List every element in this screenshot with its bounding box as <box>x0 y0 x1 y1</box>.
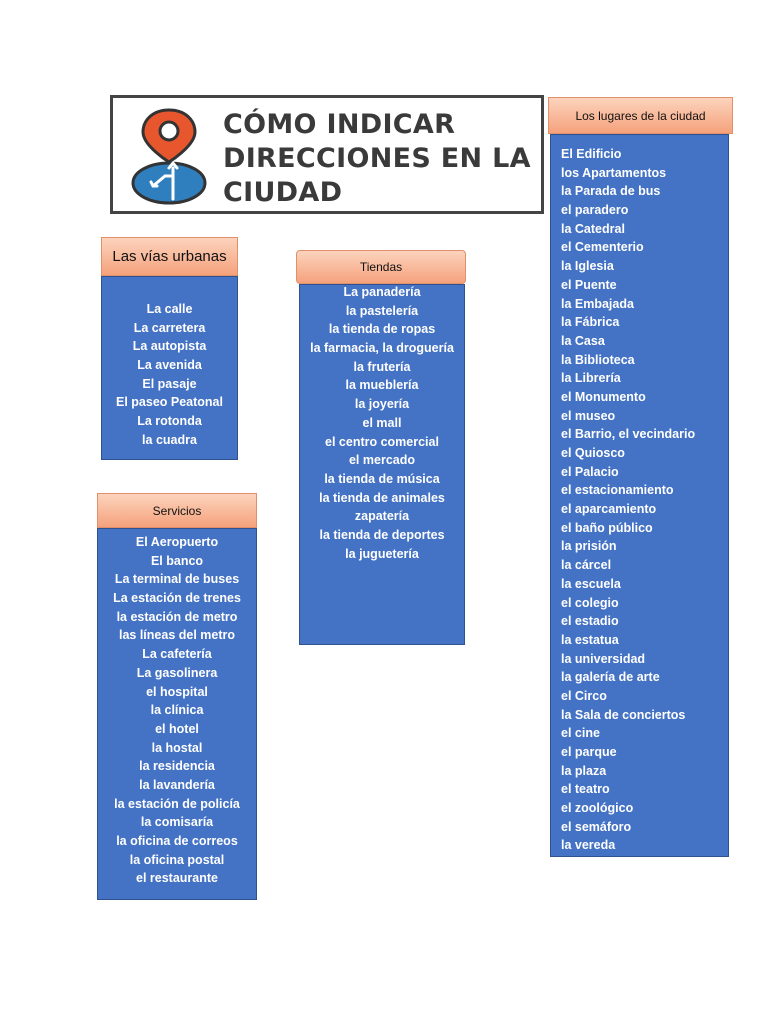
list-item: la escuela <box>561 576 621 591</box>
list-item: el semáforo <box>561 819 632 834</box>
tiendas-panel <box>299 284 465 645</box>
vias-header: Las vías urbanas <box>101 237 238 276</box>
list-item: la oficina de correos <box>116 834 238 848</box>
list-item: La carretera <box>133 320 206 335</box>
servicios-header: Servicios <box>97 493 257 528</box>
list-item: el Cementerio <box>561 240 644 255</box>
list-item: los Apartamentos <box>561 165 667 180</box>
list-item: La avenida <box>137 358 202 373</box>
list-item: La estación de trenes <box>113 591 241 606</box>
lugares-header: Los lugares de la ciudad <box>548 97 733 134</box>
list-item: el Puente <box>561 277 617 292</box>
list-item: el cine <box>561 726 600 741</box>
servicios-panel <box>97 528 257 900</box>
list-item: La gasolinera <box>136 665 218 680</box>
list-item: el Monumento <box>561 389 646 404</box>
list-item: el Palacio <box>561 464 619 479</box>
logo-icon <box>129 106 209 206</box>
vias-panel <box>101 276 238 460</box>
servicios-list <box>98 533 256 888</box>
list-item: la tienda de deportes <box>319 527 445 542</box>
title-banner <box>110 95 544 214</box>
list-item: La rotonda <box>137 414 202 429</box>
list-item: la residencia <box>139 759 215 774</box>
list-item: la Librería <box>561 371 621 386</box>
list-item: la tienda de animales <box>319 490 445 505</box>
list-item: la estación de metro <box>116 609 238 624</box>
list-item: el centro comercial <box>325 434 439 449</box>
list-item: la hostal <box>151 740 203 755</box>
vias-list <box>102 300 237 450</box>
list-item: la Embajada <box>561 296 634 311</box>
list-item: El Aeropuerto <box>135 535 219 549</box>
page-title: CÓMO INDICAR DIRECCIONES EN LA CIUDAD <box>223 109 531 208</box>
list-item: el estacionamiento <box>561 483 674 498</box>
list-item: la comisaría <box>140 815 214 830</box>
list-item: la tienda de música <box>324 471 440 486</box>
location-pin-icon <box>143 110 195 162</box>
list-item: el parque <box>561 745 617 759</box>
list-item: El banco <box>150 553 204 568</box>
list-item: la universidad <box>561 651 646 666</box>
list-item: El Edificio <box>561 147 622 161</box>
list-item: la estación de policía <box>114 796 240 811</box>
list-item: la joyería <box>354 397 410 412</box>
list-item: la Catedral <box>561 221 625 236</box>
list-item: la Fábrica <box>561 315 620 330</box>
list-item: la Biblioteca <box>561 352 635 367</box>
list-item: la clínica <box>150 703 204 718</box>
list-item: el Barrio, el vecindario <box>561 427 696 442</box>
list-item: la cárcel <box>561 558 612 573</box>
direction-sign-icon <box>133 163 205 203</box>
list-item: la prisión <box>561 539 617 554</box>
list-item: la galería de arte <box>561 670 660 685</box>
lugares-panel <box>550 134 729 857</box>
list-item: el mall <box>362 415 402 430</box>
list-item: la pastelería <box>345 303 419 318</box>
list-item: La cafetería <box>142 647 212 662</box>
list-item: la tienda de ropas <box>328 322 436 337</box>
list-item: la juguetería <box>345 546 419 561</box>
list-item: la Parada de bus <box>561 184 661 199</box>
list-item: la vereda <box>561 838 616 853</box>
list-item: La panadería <box>343 285 421 299</box>
list-item: la oficina postal <box>129 852 225 867</box>
list-item: el restaurante <box>136 871 218 886</box>
list-item: la lavandería <box>139 777 215 792</box>
list-item: el paradero <box>561 203 629 218</box>
list-item: el aparcamiento <box>561 502 657 517</box>
list-item: El pasaje <box>142 376 197 391</box>
list-item: la Sala de conciertos <box>561 707 686 722</box>
list-item: la mueblería <box>345 378 419 393</box>
list-item: zapatería <box>354 509 410 524</box>
list-item: la Iglesia <box>561 259 614 274</box>
list-item: el mercado <box>348 453 415 468</box>
list-item: la estatua <box>561 632 619 647</box>
list-item: las líneas del metro <box>118 628 236 643</box>
list-item: el hospital <box>146 684 208 699</box>
list-item: el estadio <box>561 614 619 629</box>
list-item: La terminal de buses <box>114 572 240 587</box>
list-item: la farmacia, la droguería <box>310 341 454 356</box>
list-item: el colegio <box>561 595 619 610</box>
list-item: el hotel <box>155 721 199 736</box>
list-item: la frutería <box>353 359 411 374</box>
list-item: el zoológico <box>561 801 634 816</box>
list-item: el museo <box>561 408 616 423</box>
list-item: el Quiosco <box>561 446 625 460</box>
list-item: la Casa <box>561 333 605 348</box>
tiendas-list <box>300 283 464 563</box>
list-item: el Circo <box>561 688 607 703</box>
list-item: la plaza <box>561 763 607 778</box>
list-item: El paseo Peatonal <box>116 395 223 410</box>
list-item: el baño público <box>561 520 653 535</box>
list-item: el teatro <box>561 782 610 797</box>
lugares-list <box>551 145 728 855</box>
list-item: La autopista <box>132 339 207 354</box>
list-item: La calle <box>146 302 193 316</box>
tiendas-header: Tiendas <box>296 250 466 284</box>
list-item: la cuadra <box>142 432 197 447</box>
